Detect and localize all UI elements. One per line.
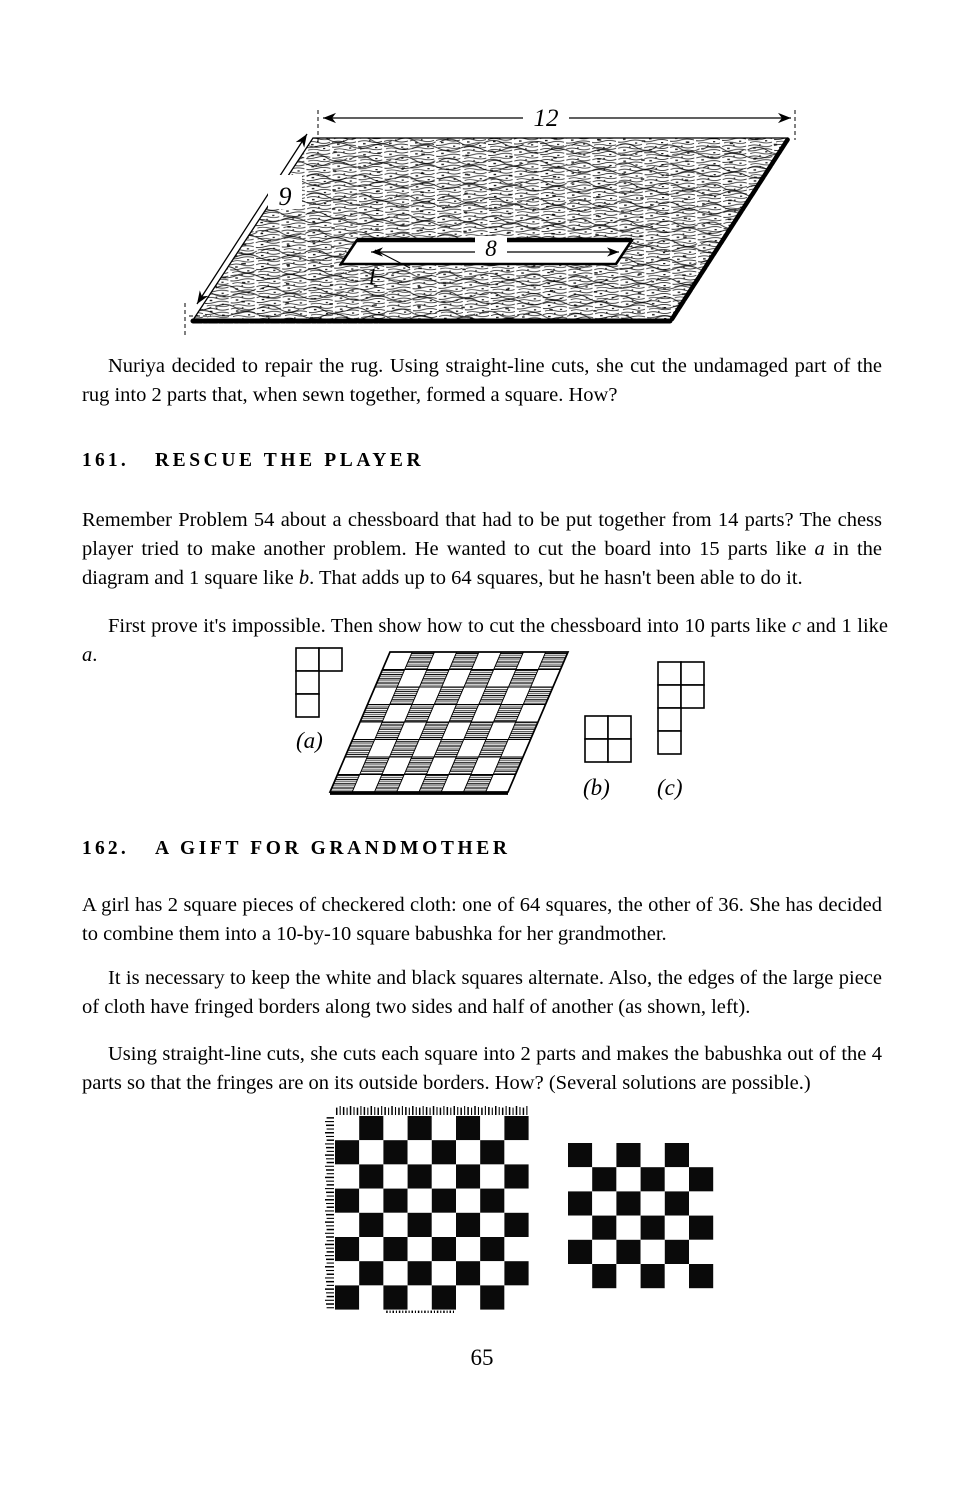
cloth-square — [432, 1189, 456, 1213]
rug-intro-paragraph: Nuriya decided to repair the rug. Using straight-line cuts, she cut the undamaged part of the rug into 2 parts that, when sewn together, formed a square. How? — [82, 355, 882, 406]
cloth-square — [665, 1143, 689, 1167]
cloth-square — [616, 1143, 640, 1167]
cloth-square — [456, 1261, 480, 1285]
rug-damage-width-label: 1 — [366, 264, 378, 289]
cloth-square — [408, 1285, 432, 1309]
cloth-square — [456, 1237, 480, 1261]
cloth-square — [359, 1140, 383, 1164]
cloth-square — [665, 1167, 689, 1191]
heading-problem-161 — [82, 450, 424, 472]
cloth-square — [432, 1116, 456, 1140]
cloth-square — [359, 1189, 383, 1213]
problem-161-figure — [280, 640, 710, 820]
cloth-square — [665, 1191, 689, 1215]
fringe-left — [325, 1118, 334, 1308]
cloth-square — [408, 1261, 432, 1285]
cloth-square — [480, 1116, 504, 1140]
cloth-square — [383, 1164, 407, 1188]
problem-162-paragraph-2: It is necessary to keep the white and black squares alternate. Also, the edges of the large piece of cloth have fringed borders along two sides and half of another (as shown, left). — [82, 967, 882, 1018]
cloth-square — [383, 1189, 407, 1213]
oblique-chessboard — [330, 652, 568, 793]
cloth-square — [335, 1213, 359, 1237]
cloth-square — [689, 1240, 713, 1264]
cloth-square — [335, 1164, 359, 1188]
cloth-square — [335, 1285, 359, 1309]
page-number: 65 — [470, 1345, 494, 1370]
small-cloth-board — [568, 1143, 713, 1288]
p161b-italic-a: a — [82, 644, 93, 666]
cloth-square — [641, 1191, 665, 1215]
cloth-square — [480, 1140, 504, 1164]
cloth-square — [568, 1191, 592, 1215]
cloth-square — [689, 1264, 713, 1288]
dimension-12 — [318, 104, 795, 142]
cloth-square — [665, 1216, 689, 1240]
cloth-square — [456, 1164, 480, 1188]
p161b-text-1: First prove it's impossible. Then show how to cut the chessboard into 10 parts like — [108, 615, 792, 637]
heading-problem-162 — [82, 838, 511, 860]
fringe-bottom-half — [387, 1311, 454, 1313]
cloth-boards-svg — [315, 1098, 745, 1313]
cloth-square — [665, 1264, 689, 1288]
cloth-square — [432, 1164, 456, 1188]
cloth-square — [359, 1164, 383, 1188]
cloth-square — [480, 1213, 504, 1237]
cloth-square — [432, 1140, 456, 1164]
cloth-square — [408, 1140, 432, 1164]
problem-161-figure-svg — [280, 640, 710, 820]
cloth-square — [408, 1116, 432, 1140]
cloth-square — [568, 1143, 592, 1167]
cloth-square — [504, 1213, 528, 1237]
cloth-square — [568, 1167, 592, 1191]
fringe-top — [337, 1106, 527, 1115]
p161-text-2: in the diagram and 1 square like — [82, 538, 883, 589]
problem-162-paragraph-1: A girl has 2 square pieces of checkered cloth: one of 64 squares, the other of 36. She has decided to combine them into a 10-by-10 square babushka for her grandmother. — [82, 894, 882, 945]
problem-161-number: 161. — [82, 450, 129, 471]
cloth-square — [480, 1237, 504, 1261]
cloth-square — [616, 1216, 640, 1240]
piece-b-shape — [585, 716, 631, 762]
cloth-square — [504, 1237, 528, 1261]
cloth-square — [641, 1264, 665, 1288]
cloth-square — [335, 1237, 359, 1261]
cloth-square — [480, 1164, 504, 1188]
cloth-square — [641, 1240, 665, 1264]
cloth-square — [504, 1285, 528, 1309]
p161-italic-b: b — [298, 567, 310, 589]
p161b-text-2: and 1 like — [800, 615, 889, 637]
rug-figure — [175, 88, 805, 338]
cloth-square — [592, 1264, 616, 1288]
p161b-italic-c: c — [791, 615, 801, 637]
cloth-square — [408, 1213, 432, 1237]
cloth-square — [383, 1261, 407, 1285]
cloth-square — [504, 1189, 528, 1213]
cloth-square — [335, 1140, 359, 1164]
cloth-square — [359, 1237, 383, 1261]
cloth-square — [568, 1240, 592, 1264]
cloth-square — [504, 1261, 528, 1285]
cloth-square — [383, 1140, 407, 1164]
cloth-square — [359, 1116, 383, 1140]
p161-italic-a-1: a — [814, 538, 825, 560]
cloth-square — [383, 1285, 407, 1309]
problem-162-number: 162. — [82, 838, 129, 859]
cloth-square — [504, 1140, 528, 1164]
cloth-square — [616, 1240, 640, 1264]
cloth-square — [641, 1216, 665, 1240]
piece-b-label: (b) — [583, 775, 610, 800]
piece-a-shape — [296, 648, 342, 717]
p161b-text-3: . — [92, 644, 98, 666]
cloth-square — [689, 1143, 713, 1167]
large-cloth-board — [335, 1116, 529, 1310]
cloth-square — [383, 1213, 407, 1237]
cloth-square — [504, 1164, 528, 1188]
cloth-square — [616, 1264, 640, 1288]
rug-surface — [193, 138, 788, 321]
cloth-square — [335, 1261, 359, 1285]
cloth-square — [689, 1216, 713, 1240]
cloth-square — [359, 1213, 383, 1237]
rug-width-label: 12 — [533, 105, 559, 132]
cloth-square — [456, 1285, 480, 1309]
cloth-square — [592, 1216, 616, 1240]
cloth-square — [335, 1116, 359, 1140]
cloth-square — [665, 1240, 689, 1264]
cloth-square — [383, 1116, 407, 1140]
rug-damage-length-label: 8 — [485, 236, 497, 261]
cloth-square — [456, 1189, 480, 1213]
cloth-square — [568, 1264, 592, 1288]
cloth-square — [592, 1143, 616, 1167]
problem-161-paragraph-1 — [82, 506, 882, 593]
cloth-square — [408, 1164, 432, 1188]
cloth-square — [359, 1261, 383, 1285]
cloth-square — [616, 1167, 640, 1191]
cloth-square — [480, 1285, 504, 1309]
cloth-square — [456, 1140, 480, 1164]
cloth-square — [689, 1191, 713, 1215]
cloth-square — [641, 1143, 665, 1167]
cloth-square — [456, 1116, 480, 1140]
cloth-square — [432, 1261, 456, 1285]
piece-c-shape — [658, 662, 704, 754]
rug-depth-label: 9 — [278, 182, 292, 211]
cloth-square — [592, 1191, 616, 1215]
cloth-square — [480, 1261, 504, 1285]
cloth-square — [432, 1285, 456, 1309]
cloth-square — [616, 1191, 640, 1215]
cloth-square — [408, 1237, 432, 1261]
cloth-square — [456, 1213, 480, 1237]
cloth-square — [408, 1189, 432, 1213]
problem-161-title: RESCUE THE PLAYER — [154, 450, 425, 471]
piece-c-label: (c) — [657, 775, 683, 800]
cloth-square — [641, 1167, 665, 1191]
cloth-square — [480, 1189, 504, 1213]
cloth-square — [592, 1240, 616, 1264]
cloth-square — [568, 1216, 592, 1240]
cloth-square — [383, 1237, 407, 1261]
cloth-square — [689, 1167, 713, 1191]
p161-text-3: . That adds up to 64 squares, but he hasn't been able to do it. — [309, 567, 803, 589]
cloth-square — [592, 1167, 616, 1191]
problem-162-title: A GIFT FOR GRANDMOTHER — [154, 838, 511, 859]
cloth-square — [359, 1285, 383, 1309]
problem-162-figure — [315, 1098, 745, 1313]
problem-162-paragraph-3: Using straight-line cuts, she cuts each square into 2 parts and makes the babushka out of the 4 parts so that the fringes are on its outside borders. How? (Several solutions are possible.) — [82, 1043, 882, 1094]
rug-illustration-svg — [175, 88, 805, 338]
cloth-square — [432, 1213, 456, 1237]
piece-a-label: (a) — [296, 728, 323, 753]
cloth-square — [335, 1189, 359, 1213]
cloth-square — [432, 1237, 456, 1261]
cloth-square — [504, 1116, 528, 1140]
p161-text-1: Remember Problem 54 about a chessboard that had to be put together from 14 parts? The chess player tried to make another problem. He wanted to cut the board into 15 parts like — [82, 509, 882, 560]
